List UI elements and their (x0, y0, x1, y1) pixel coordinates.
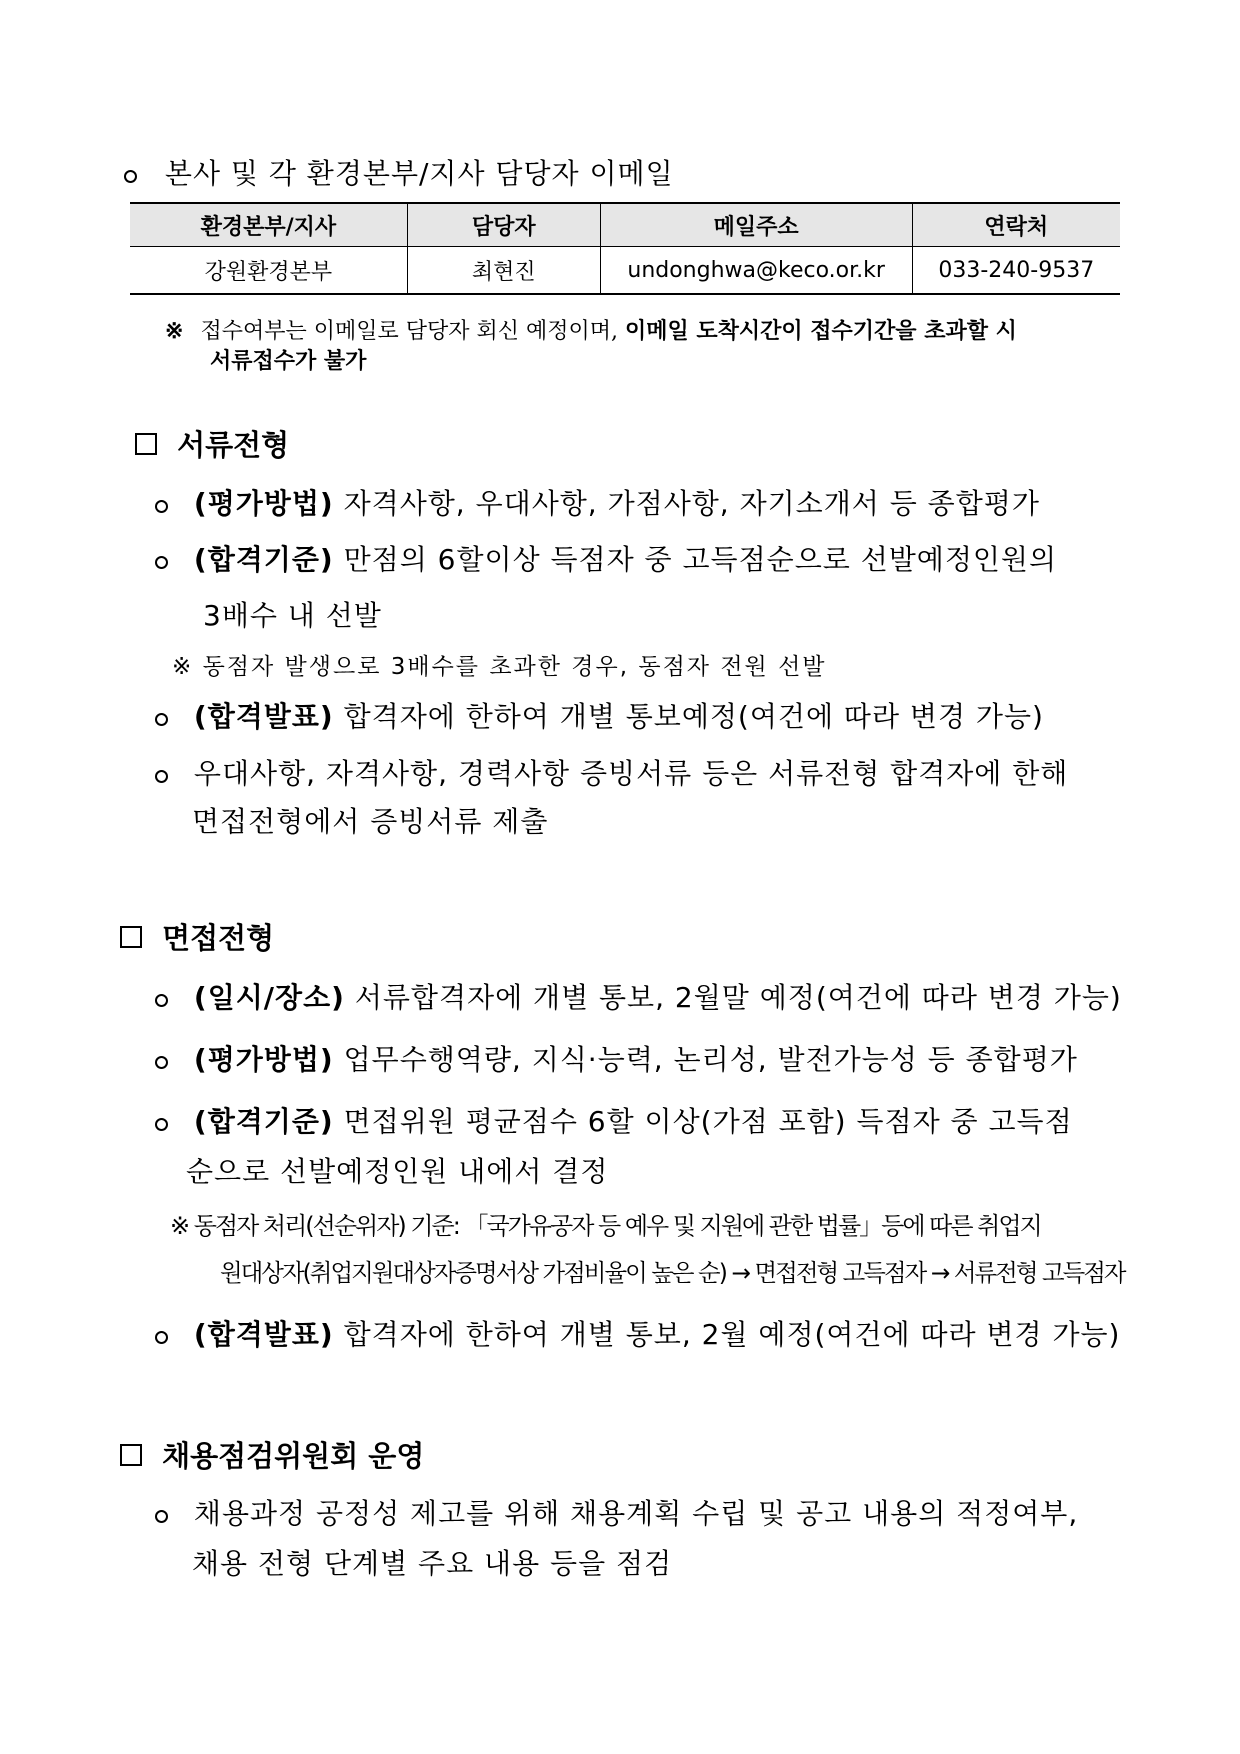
committee-item: 채용과정 공정성 제고를 위해 채용계획 수립 및 공고 내용의 적정여부, (155, 1492, 1078, 1532)
interview-note-2: 원대상자(취업지원대상자증명서상 가점비율이 높은 순) → 면접전형 고득점자 → 서류전형 고득점자 (220, 1259, 1125, 1287)
email-section-bullet: 본사 및 각 환경본부/지사 담당자 이메일 (124, 152, 674, 192)
checkbox-square-icon (120, 1444, 142, 1466)
doc-item-evidence: 우대사항, 자격사항, 경력사항 증빙서류 등은 서류전형 합격자에 한해 (155, 752, 1068, 792)
bullet-circle-icon (155, 713, 168, 726)
bullet-circle-icon (155, 1331, 168, 1344)
table-cell-email: undonghwa@keco.or.kr (600, 247, 912, 295)
interview-item-criteria: (합격기준) 면접위원 평균점수 6할 이상(가점 포함) 득점자 중 고득점 (155, 1100, 1073, 1140)
interview-item-eval: (평가방법) 업무수행역량, 지식·능력, 논리성, 발전가능성 등 종합평가 (155, 1038, 1078, 1078)
table-header: 담당자 (407, 203, 600, 247)
interview-item-announce: (합격발표) 합격자에 한하여 개별 통보, 2월 예정(여건에 따라 변경 가능) (155, 1313, 1120, 1353)
doc-item-eval: (평가방법) 자격사항, 우대사항, 가점사항, 자기소개서 등 종합평가 (155, 482, 1040, 522)
table-cell: 강원환경본부 (130, 247, 407, 295)
doc-item-evidence-cont: 면접전형에서 증빙서류 제출 (192, 805, 549, 838)
bullet-circle-icon (155, 556, 168, 569)
contact-table (130, 202, 1120, 295)
bullet-circle-icon (155, 1510, 168, 1523)
interview-item-criteria-cont: 순으로 선발예정인원 내에서 결정 (186, 1155, 609, 1188)
doc-note: ※ 동점자 발생으로 3배수를 초과한 경우, 동점자 전원 선발 (172, 654, 827, 680)
bullet-circle-icon (155, 1118, 168, 1131)
committee-item-cont: 채용 전형 단계별 주요 내용 등을 점검 (192, 1547, 673, 1580)
doc-item-criteria-cont: 3배수 내 선발 (203, 599, 382, 632)
table-header: 연락처 (912, 203, 1120, 247)
section-heading-committee: 채용점검위원회 운영 (120, 1434, 424, 1475)
table-header-row (130, 203, 1120, 247)
interview-note-1: ※ 동점자 처리(선순위자) 기준: 「국가유공자 등 예우 및 지원에 관한 법률」등에 따른 취업지 (170, 1212, 1041, 1240)
bullet-circle-icon (124, 170, 137, 183)
table-header: 환경본부/지사 (130, 203, 407, 247)
bullet-circle-icon (155, 1056, 168, 1069)
section-heading-interview: 면접전형 (120, 916, 274, 957)
checkbox-square-icon (120, 926, 142, 948)
table-row (130, 247, 1120, 295)
bullet-circle-icon (155, 500, 168, 513)
table-cell-phone: 033-240-9537 (912, 247, 1120, 295)
bullet-circle-icon (155, 994, 168, 1007)
table-cell: 최현진 (407, 247, 600, 295)
doc-item-criteria: (합격기준) 만점의 6할이상 득점자 중 고득점순으로 선발예정인원의 (155, 538, 1057, 578)
section-heading-document: 서류전형 (135, 423, 289, 464)
interview-item-schedule: (일시/장소) 서류합격자에 개별 통보, 2월말 예정(여건에 따라 변경 가능) (155, 976, 1122, 1016)
bullet-circle-icon (155, 770, 168, 783)
checkbox-square-icon (135, 433, 157, 455)
email-note: ※ 접수여부는 이메일로 담당자 회신 예정이며, 이메일 도착시간이 접수기간을 초과할 시 (165, 318, 1017, 344)
table-header: 메일주소 (600, 203, 912, 247)
email-note-cont: 서류접수가 불가 (210, 348, 367, 374)
doc-item-announce: (합격발표) 합격자에 한하여 개별 통보예정(여건에 따라 변경 가능) (155, 695, 1044, 735)
